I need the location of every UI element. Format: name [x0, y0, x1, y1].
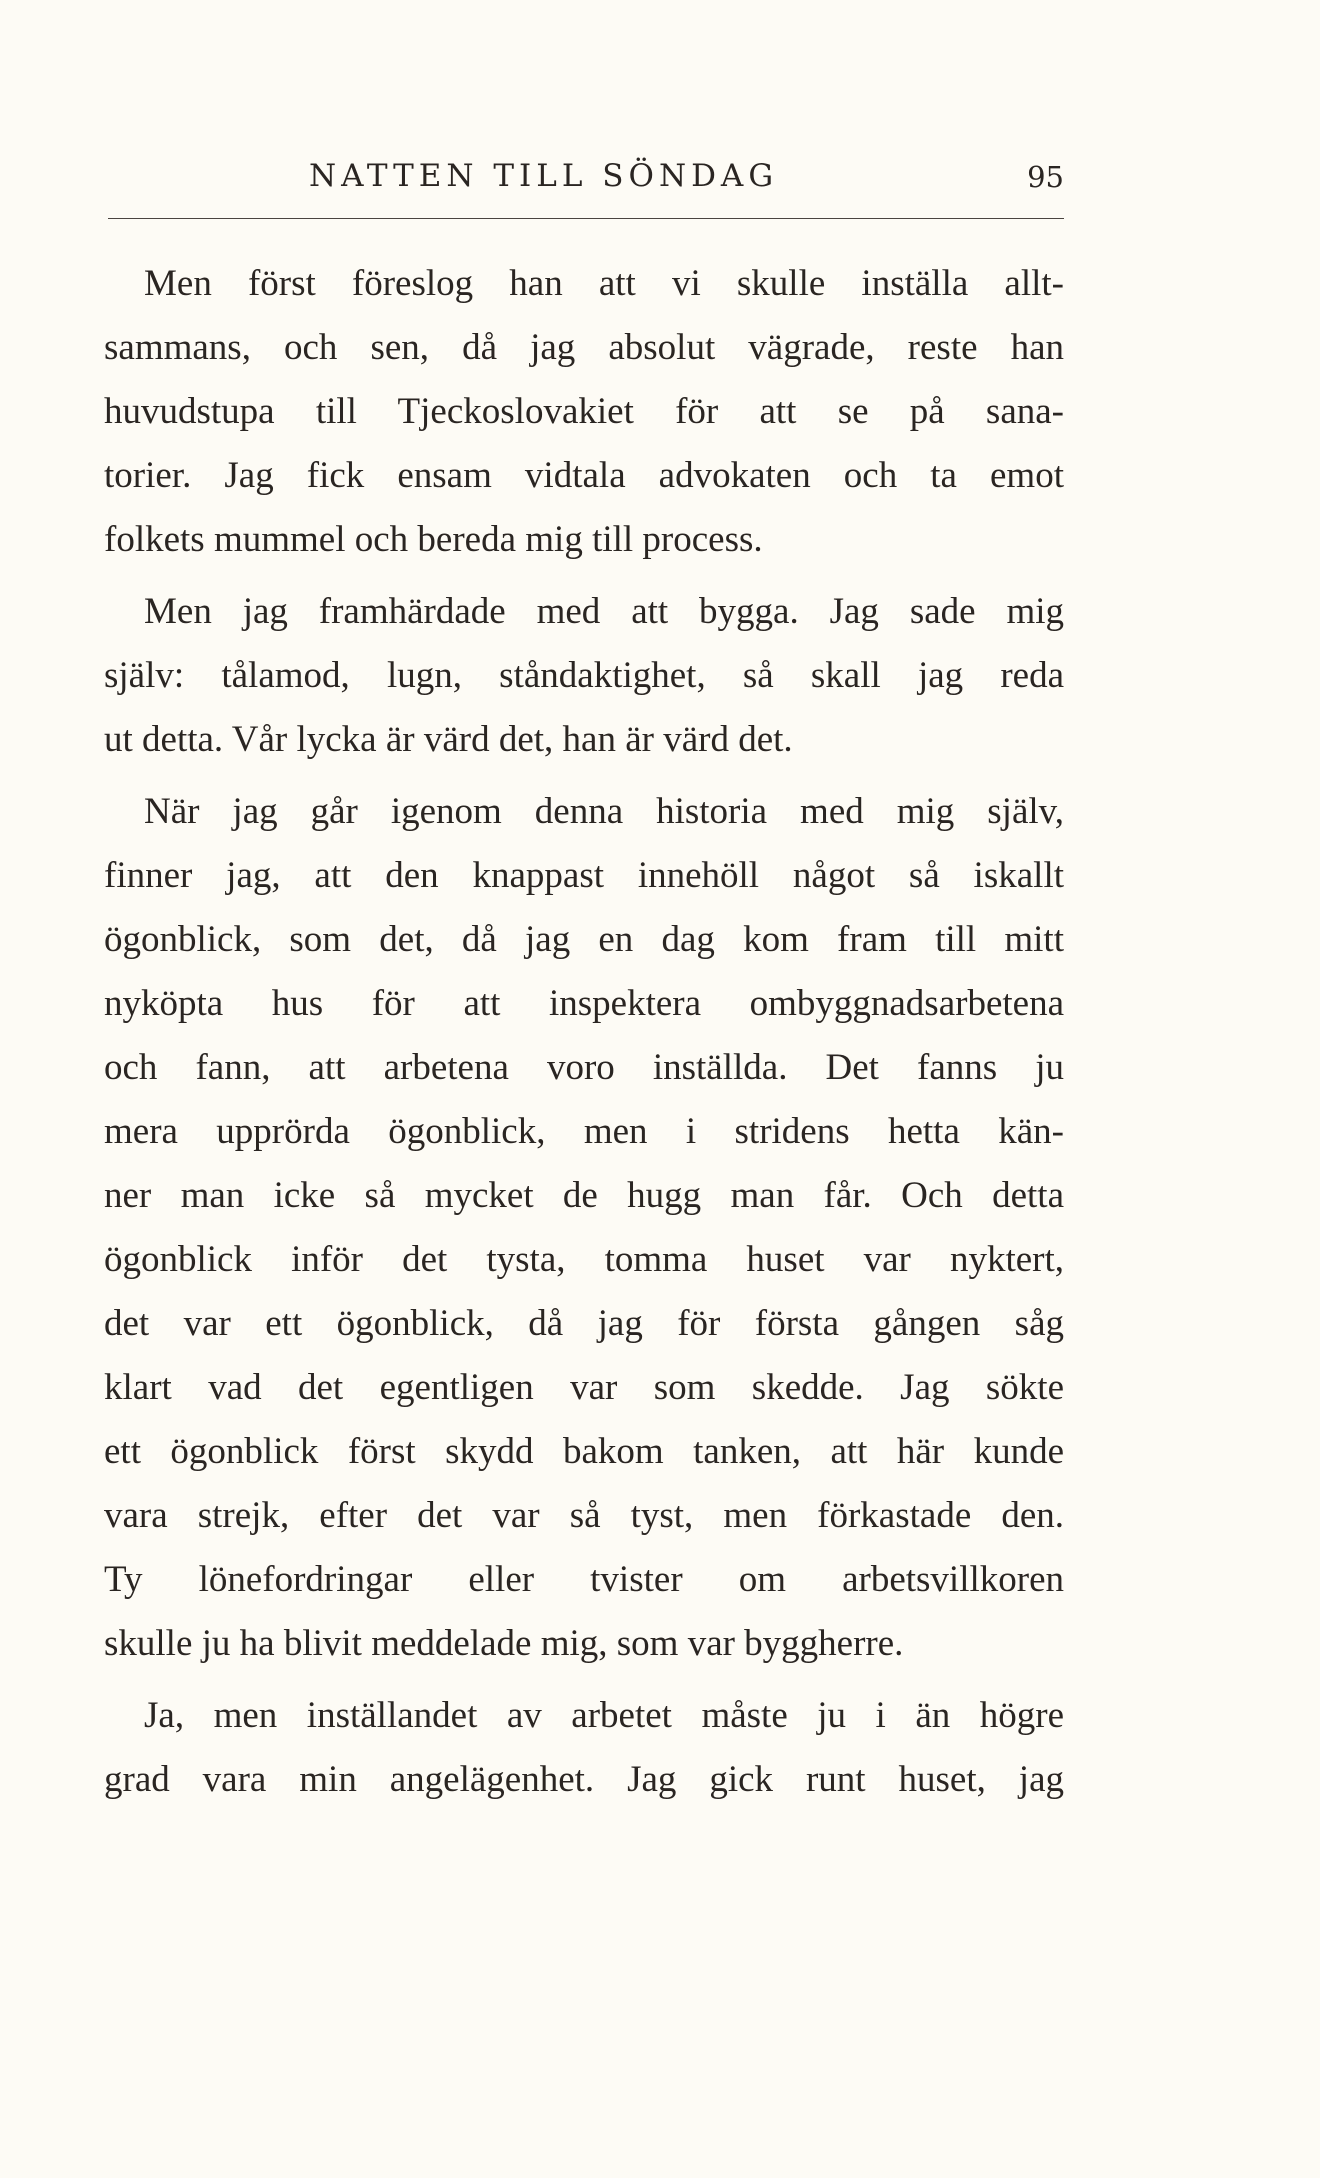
text-line: folkets mummel och bereda mig till process.	[104, 519, 763, 560]
paragraph-3	[104, 780, 1064, 1676]
paragraph-1	[104, 252, 1064, 572]
running-title: NATTEN TILL SÖNDAG	[309, 158, 779, 194]
text-line: grad vara min angelägenhet. Jag gick runt huset, jag	[104, 1759, 1064, 1800]
text-line: sammans, och sen, då jag absolut vägrade, reste han	[104, 327, 1064, 368]
text-line: själv: tålamod, lugn, ståndaktighet, så skall jag reda	[104, 655, 1064, 696]
text-line: mera upprörda ögonblick, men i stridens hetta kän-	[104, 1111, 1064, 1152]
text-line: torier. Jag fick ensam vidtala advokaten och ta emot	[104, 455, 1064, 496]
text-line: huvudstupa till Tjeckoslovakiet för att se på sana-	[104, 391, 1064, 432]
text-line: nyköpta hus för att inspektera ombyggnadsarbetena	[104, 983, 1064, 1024]
page-header	[104, 158, 1064, 208]
text-line: vara strejk, efter det var så tyst, men förkastade den.	[104, 1495, 1064, 1536]
text-line: och fann, att arbetena voro inställda. Det fanns ju	[104, 1047, 1064, 1088]
text-line: skulle ju ha blivit meddelade mig, som var byggherre.	[104, 1623, 904, 1664]
paragraph-2	[104, 580, 1064, 772]
text-line: Men jag framhärdade med att bygga. Jag sade mig	[144, 591, 1064, 632]
text-line: ögonblick inför det tysta, tomma huset var nyktert,	[104, 1239, 1064, 1280]
page-number: 95	[1027, 160, 1064, 194]
text-line: finner jag, att den knappast innehöll något så iskallt	[104, 855, 1064, 896]
text-line: ner man icke så mycket de hugg man får. Och detta	[104, 1175, 1064, 1216]
text-line: det var ett ögonblick, då jag för första gången såg	[104, 1303, 1064, 1344]
text-line: Ja, men inställandet av arbetet måste ju i än högre	[144, 1695, 1064, 1736]
text-line: ut detta. Vår lycka är värd det, han är värd det.	[104, 719, 793, 760]
text-line: Ty lönefordringar eller tvister om arbetsvillkoren	[104, 1559, 1064, 1600]
paragraph-4	[104, 1684, 1064, 1812]
text-line: klart vad det egentligen var som skedde. Jag sökte	[104, 1367, 1064, 1408]
text-line: ett ögonblick först skydd bakom tanken, att här kunde	[104, 1431, 1064, 1472]
text-line: ögonblick, som det, då jag en dag kom fram till mitt	[104, 919, 1064, 960]
body-text	[104, 252, 1064, 1820]
text-line: Men först föreslog han att vi skulle inställa allt-	[144, 263, 1064, 304]
text-line: När jag går igenom denna historia med mig själv,	[144, 791, 1064, 832]
header-rule	[108, 218, 1064, 219]
